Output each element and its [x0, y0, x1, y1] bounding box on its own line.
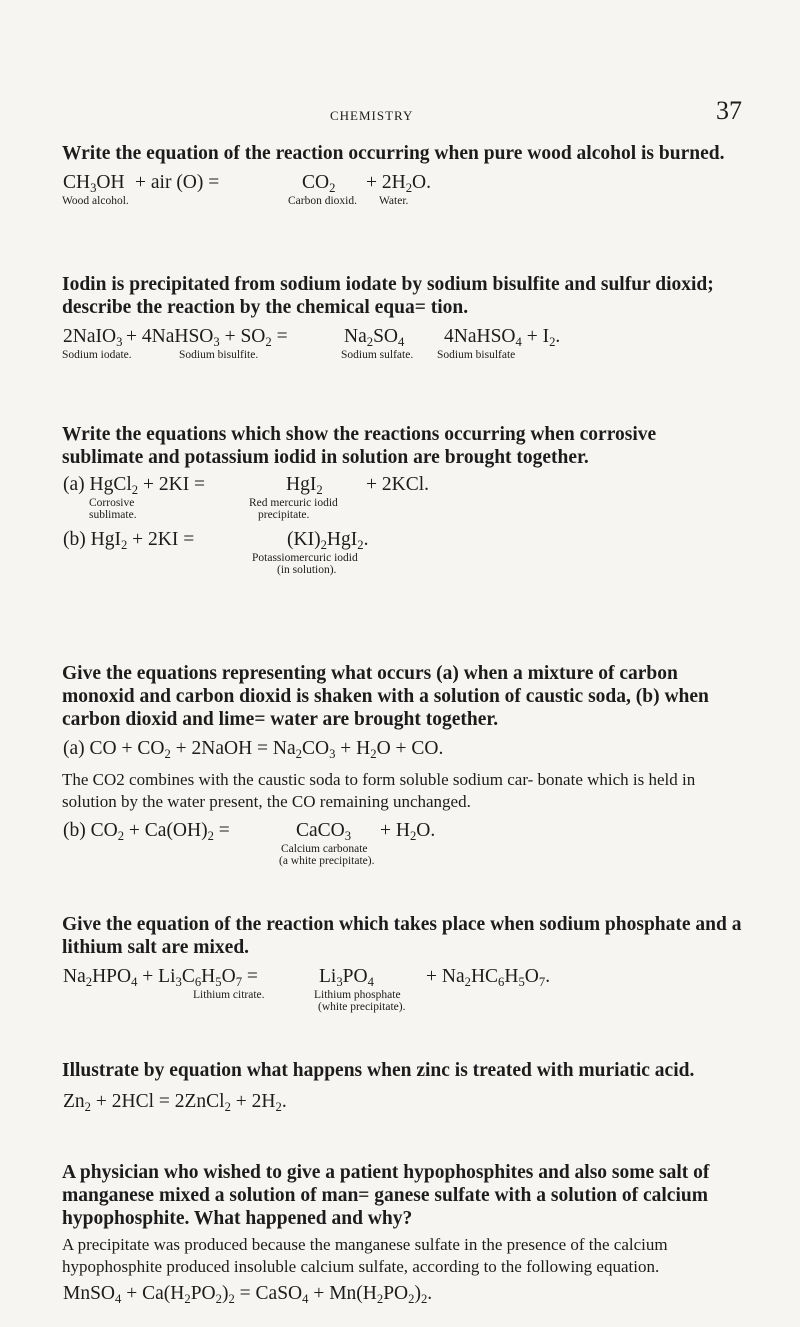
- equation-labels: [62, 552, 742, 577]
- question-text: Write the equations which show the reactions occurring when corrosive sublimate and potassium iodid in solution are brought together.: [62, 424, 657, 468]
- question-3: [62, 423, 742, 577]
- equation-a: [63, 473, 742, 497]
- label: (a white precipitate).: [279, 855, 375, 867]
- question-7: [62, 1161, 742, 1306]
- equation: [63, 325, 742, 349]
- equation-a: [63, 737, 742, 761]
- formula: + 2KCl.: [366, 474, 430, 495]
- equation-labels: [62, 989, 742, 1014]
- question-5: [62, 913, 742, 1014]
- equation: [63, 965, 742, 989]
- formula: (a) CO + $CO_2$ + 2NaOH = $Na_2CO_3 + H_2O$ + CO.: [63, 738, 444, 761]
- running-head: CHEMISTRY: [330, 108, 414, 123]
- formula: $(KI)_2HgI_2$.: [287, 529, 369, 552]
- formula: (b) $CO_2 + Ca(OH)_2$ =: [63, 820, 230, 843]
- page-header: [62, 96, 742, 130]
- label: Sodium iodate.: [62, 349, 132, 361]
- answer-text: The CO2 combines with the caustic soda to form soluble sodium car- bonate which is held in solution by the water present, the CO remaining unchanged.: [62, 770, 696, 811]
- formula: (b) HgI$_2$ + 2KI =: [63, 529, 195, 552]
- formula: + $Na_2HC_6H_5O_7$.: [426, 966, 551, 989]
- formula: + air (O) =: [135, 172, 220, 193]
- label: (in solution).: [277, 564, 337, 576]
- label: precipitate.: [258, 509, 310, 521]
- equation-labels: [62, 195, 742, 208]
- equation-b: [63, 819, 742, 843]
- formula: $Li_3PO_4$: [319, 966, 374, 989]
- equation: [63, 171, 742, 195]
- equation-labels: [62, 497, 742, 522]
- question-text: Iodin is precipitated from sodium iodate by sodium bisulfite and sulfur dioxid; describe the reaction by the chemical equa= tion.: [62, 274, 714, 318]
- question-2: [62, 273, 742, 362]
- question-1: [62, 142, 742, 208]
- label: sublimate.: [89, 509, 137, 521]
- question-6: [62, 1059, 742, 1114]
- formula: $Na_2SO_4$: [344, 326, 405, 349]
- question-text: Illustrate by equation what happens when zinc is treated with muriatic acid.: [62, 1060, 695, 1081]
- formula: MnSO$_4$ + $Ca(H_2PO_2)_2$ = CaSO$_4$ + $Mn(H_2PO_2)_2$.: [63, 1283, 433, 1306]
- label: Corrosive: [89, 497, 135, 509]
- page-number: 37: [716, 96, 742, 125]
- question-text: Give the equations representing what occurs (a) when a mixture of carbon monoxid and carbon dioxid is shaken with a solution of caustic soda, (b) when carbon dioxid and lime= water are brought together.: [62, 663, 709, 730]
- equation-labels: [62, 349, 742, 362]
- formula: CaCO$_3$: [296, 820, 352, 843]
- answer-text: A precipitate was produced because the manganese sulfate in the presence of the calcium hypophosphite produced insoluble calcium sulfate, according to the following equation.: [62, 1235, 668, 1276]
- question-text: Give the equation of the reaction which takes place when sodium phosphate and a lithium salt are mixed.: [62, 914, 742, 958]
- equation-b: [63, 528, 742, 552]
- formula: 2NaIO$_3$: [63, 326, 123, 349]
- formula: + 4NaHSO$_3$ + $SO_2$ =: [126, 326, 288, 349]
- question-text: Write the equation of the reaction occurring when pure wood alcohol is burned.: [62, 143, 725, 164]
- formula: $CO_2$: [302, 172, 336, 195]
- page: [62, 96, 742, 1306]
- formula: $Na_2HPO_4 + Li_3C_6H_5O_7$ =: [63, 966, 258, 989]
- label: Wood alcohol.: [62, 195, 129, 207]
- label: Calcium carbonate: [281, 843, 368, 855]
- label: Lithium citrate.: [193, 989, 265, 1001]
- question-text: A physician who wished to give a patient hypophosphites and also some salt of manganese mixed a solution of man= ganese sulfate with a solution of calcium hypophosphite. What happened and why?: [62, 1162, 710, 1229]
- label: Sodium sulfate.: [341, 349, 414, 361]
- label: Carbon dioxid.: [288, 195, 357, 207]
- question-4: [62, 662, 742, 868]
- label: (white precipitate).: [318, 1001, 406, 1013]
- formula: (a) HgCl$_2$ + 2KI =: [63, 474, 206, 497]
- label: Sodium bisulfite.: [179, 349, 259, 361]
- equation: [63, 1090, 742, 1114]
- label: Water.: [379, 195, 409, 207]
- label: Red mercuric iodid: [249, 497, 338, 509]
- label: Sodium bisulfate: [437, 349, 516, 361]
- formula: $CH_3OH$: [63, 172, 125, 195]
- formula: + $2H_2O$.: [366, 172, 432, 195]
- equation: [63, 1282, 742, 1306]
- formula: $Zn_2 + 2HCl$ = 2ZnCl$_2$ + $2H_2$.: [63, 1091, 287, 1114]
- equation-labels: [62, 843, 742, 868]
- formula: 4NaHSO$_4$ + $I_2$.: [444, 326, 561, 349]
- formula: HgI$_2$: [286, 474, 323, 497]
- formula: + $H_2O$.: [380, 820, 436, 843]
- label: Lithium phosphate: [314, 989, 401, 1001]
- label: Potassiomercuric iodid: [252, 552, 358, 564]
